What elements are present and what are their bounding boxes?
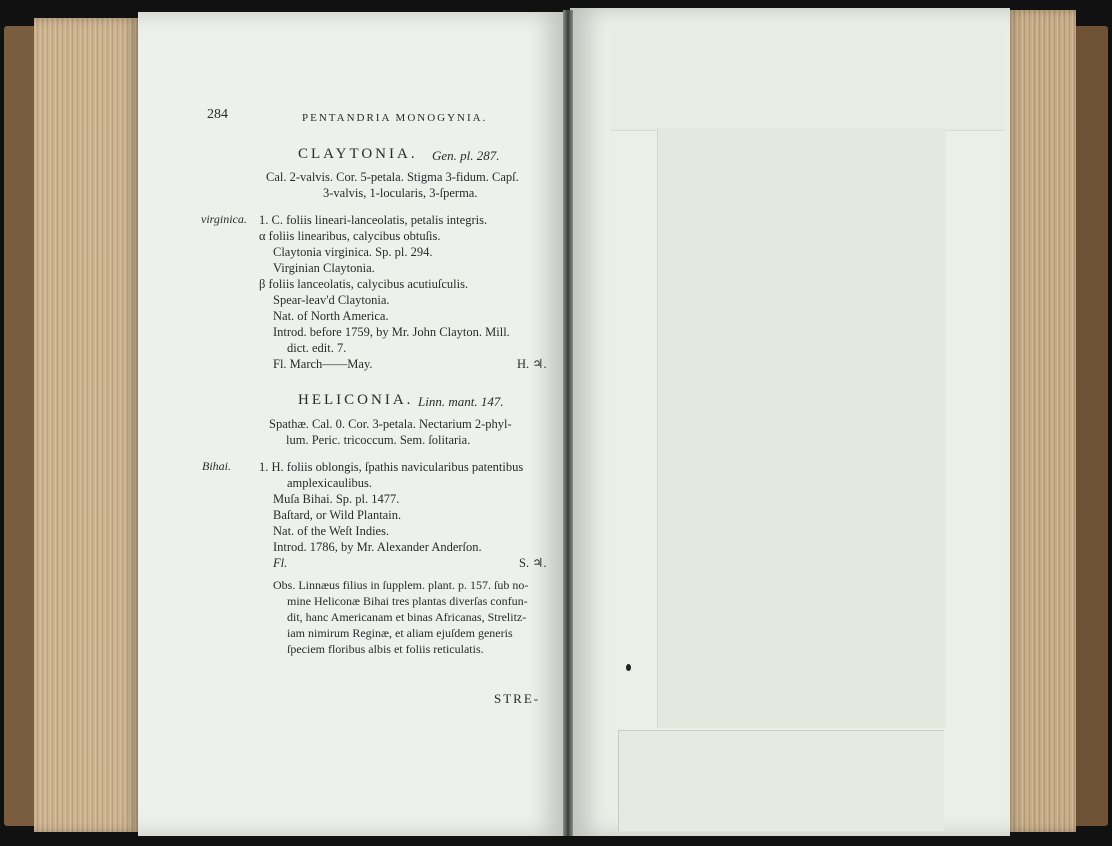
genus-ref-heliconia: Linn. mant. 147.: [418, 394, 504, 409]
text-line: α foliis linearibus, calycibus obtuſis.: [259, 229, 441, 243]
species-margin-name: Bihai.: [202, 459, 231, 473]
generic-character-line: 3-valvis, 1-locularis, 3-ſperma.: [323, 186, 478, 200]
habit-symbol: S. ♃.: [519, 556, 547, 570]
flowering-time: Fl.: [273, 556, 288, 570]
observation-line: mine Heliconæ Bihai tres plantas diverſas confun-: [287, 594, 528, 608]
text-line: Baſtard, or Wild Plantain.: [273, 508, 402, 522]
text-line: 1. H. foliis oblongis, ſpathis navicularibus patentibus: [259, 460, 524, 474]
catchword: STRE-: [494, 691, 541, 706]
tissue-guard-top: [610, 20, 1005, 131]
text-line: amplexicaulibus.: [287, 476, 373, 490]
genus-ref-claytonia: Gen. pl. 287.: [432, 148, 500, 163]
text-line: Introd. before 1759, by Mr. John Clayton. Mill.: [273, 325, 510, 339]
running-title: PENTANDRIA MONOGYNIA.: [302, 112, 488, 124]
genus-title-heliconia: HELICONIA.: [298, 392, 414, 408]
text-line: dict. edit. 7.: [287, 341, 347, 355]
book-cover-right: [1074, 26, 1108, 826]
folded-flap: [618, 730, 944, 831]
species-margin-name: virginica.: [201, 212, 247, 226]
observation-line: Obs. Linnæus filius in ſupplem. plant. p. 157. ſub no-: [273, 578, 529, 592]
page-number: 284: [207, 107, 228, 122]
text-line: Introd. 1786, by Mr. Alexander Anderſon.: [273, 540, 482, 554]
generic-character-line: Spathæ. Cal. 0. Cor. 3-petala. Nectarium 2-phyl-: [269, 417, 512, 431]
text-line: Claytonia virginica. Sp. pl. 294.: [273, 245, 433, 259]
habit-symbol: H. ♃.: [517, 357, 547, 371]
text-line: Nat. of North America.: [273, 309, 389, 323]
tissue-guard-sheet: [657, 128, 946, 728]
text-line: β foliis lanceolatis, calycibus acutiuſculis.: [259, 277, 469, 291]
flowering-time: Fl. March——May.: [273, 357, 373, 371]
observation-line: dit, hanc Americanam et binas Africanas, Strelitz-: [287, 610, 527, 624]
text-line: Muſa Bihai. Sp. pl. 1477.: [273, 492, 400, 506]
book-cover-left: [4, 26, 38, 826]
observation-line: ſpeciem floribus albis et foliis reticulatis.: [287, 642, 484, 656]
genus-title-claytonia: CLAYTONIA.: [298, 146, 418, 162]
page-edges-left: [34, 18, 138, 832]
book-gutter: [563, 10, 573, 836]
text-line: Spear-leav'd Claytonia.: [273, 293, 390, 307]
generic-character-line: Cal. 2-valvis. Cor. 5-petala. Stigma 3-fidum. Capſ.: [266, 170, 519, 184]
page-edges-right: [1006, 10, 1076, 832]
text-line: Virginian Claytonia.: [273, 261, 375, 275]
ink-spot: [626, 664, 631, 671]
text-line: Nat. of the Weſt Indies.: [273, 524, 390, 538]
observation-line: iam nimirum Reginæ, et aliam ejuſdem generis: [287, 626, 513, 640]
generic-character-line: lum. Peric. tricoccum. Sem. ſolitaria.: [286, 433, 471, 447]
text-line: 1. C. foliis lineari-lanceolatis, petalis integris.: [259, 213, 488, 227]
